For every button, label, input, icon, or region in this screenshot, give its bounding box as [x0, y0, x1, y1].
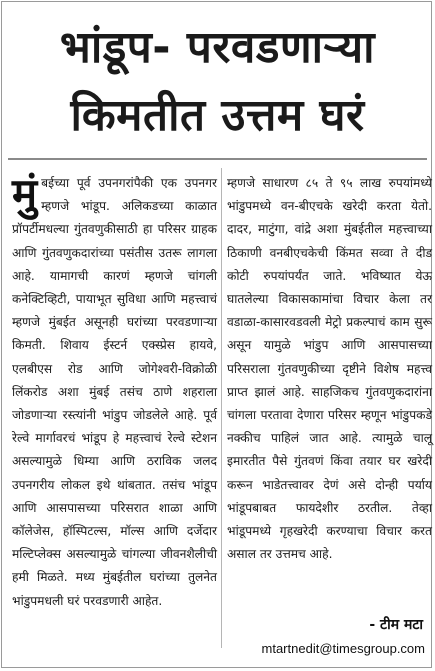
byline: - टीम मटा	[369, 617, 423, 633]
column-divider	[221, 168, 222, 648]
article-right-column	[227, 172, 432, 566]
headline-divider	[8, 158, 427, 160]
headline-line-2: किमतीत उत्तम घरं	[70, 90, 365, 141]
drop-cap: मुं	[12, 169, 38, 218]
article-left-column	[12, 169, 217, 613]
right-column-text: म्हणजे साधारण ८५ ते ९५ लाख रुपयांमध्ये भांडुपमध्ये वन-बीएचके खरेदी करता येतो. दादर, माटुंगा, वांद्रे अशा मुंबईतील महत्त्वाच्या ठिकाणी वनबीएचकेची किंमत सव्वा ते दीड कोटी रुपयांपर्यंत जाते. भविष्यात येऊ घातलेल्या विकासकामांचा विचार केला तर वडाळा-कासारवडवली मेट्रो प्रकल्पाचं काम सुरू असून यामुळे भांडुप आणि आसपासच्या परिसराला गुंतवणुकीच्या दृष्टीने विशेष महत्त्व प्राप्त झालं आहे. साहजिकच गुंतवणुकदारांना चांगला परतावा देणारा परिसर म्हणून भांडुपकडे नक्कीच पाहिलं जात आहे. त्यामुळे चालू इमारतीत पैसे गुंतवणं किंवा तयार घर खरेदी करून भाडेतत्त्वावर देणं असे दोन्ही पर्याय भांडूपबाबत फायदेशीर ठरतील. तेव्हा भांडूपमध्ये गृहखरेदी करण्याचा विचार करत असाल तर उत्तमच आहे.	[227, 176, 432, 562]
left-column-text: बईच्या पूर्व उपनगरांपैकी एक उपनगर म्हणजे भांडूप. अलिकडच्या काळात प्रॉपर्टीमधल्या गुंतवणुकीसाठी हा परिसर ग्राहक आणि गुंतवणुकदारांच्या पसंतीस उतरू लागला आहे. यामागची कारणं म्हणजे चांगली कनेक्टिव्हिटी, पायाभूत सुविधा आणि महत्त्वाचं म्हणजे मुंबईत असूनही घरांच्या परवडणाऱ्या किमती. शिवाय ईस्टर्न एक्स्प्रेस हायवे, एलबीएस रोड आणि जोगेश्वरी-विक्रोळी लिंकरोड अशा मुंबई तसंच ठाणे शहराला जोडणाऱ्या रस्त्यांनी भांडुप जोडलेले आहे. पूर्व रेल्वे मार्गावरचं भांडूप हे महत्त्वाचं रेल्वे स्टेशन असल्यामुळे धिम्या आणि ठराविक जलद उपनगरीय लोकल इथे थांबतात. तसंच भांडूप आणि आसपासच्या परिसरात शाळा आणि कॉलेजेस, हॉस्पिटल्स, मॉल्स आणि दर्जेदार मल्टिप्लेक्स असल्यामुळे चांगल्या जीवनशैलीची हमी मिळते. मध्य मुंबईतील घरांच्या तुलनेत भांडुपमधली घरं परवडणारी आहेत.	[12, 176, 217, 608]
headline-line-1: भांडूप- परवडणाऱ्या	[59, 22, 376, 73]
contact-email: mtartnedit@timesgroup.com	[261, 641, 425, 656]
